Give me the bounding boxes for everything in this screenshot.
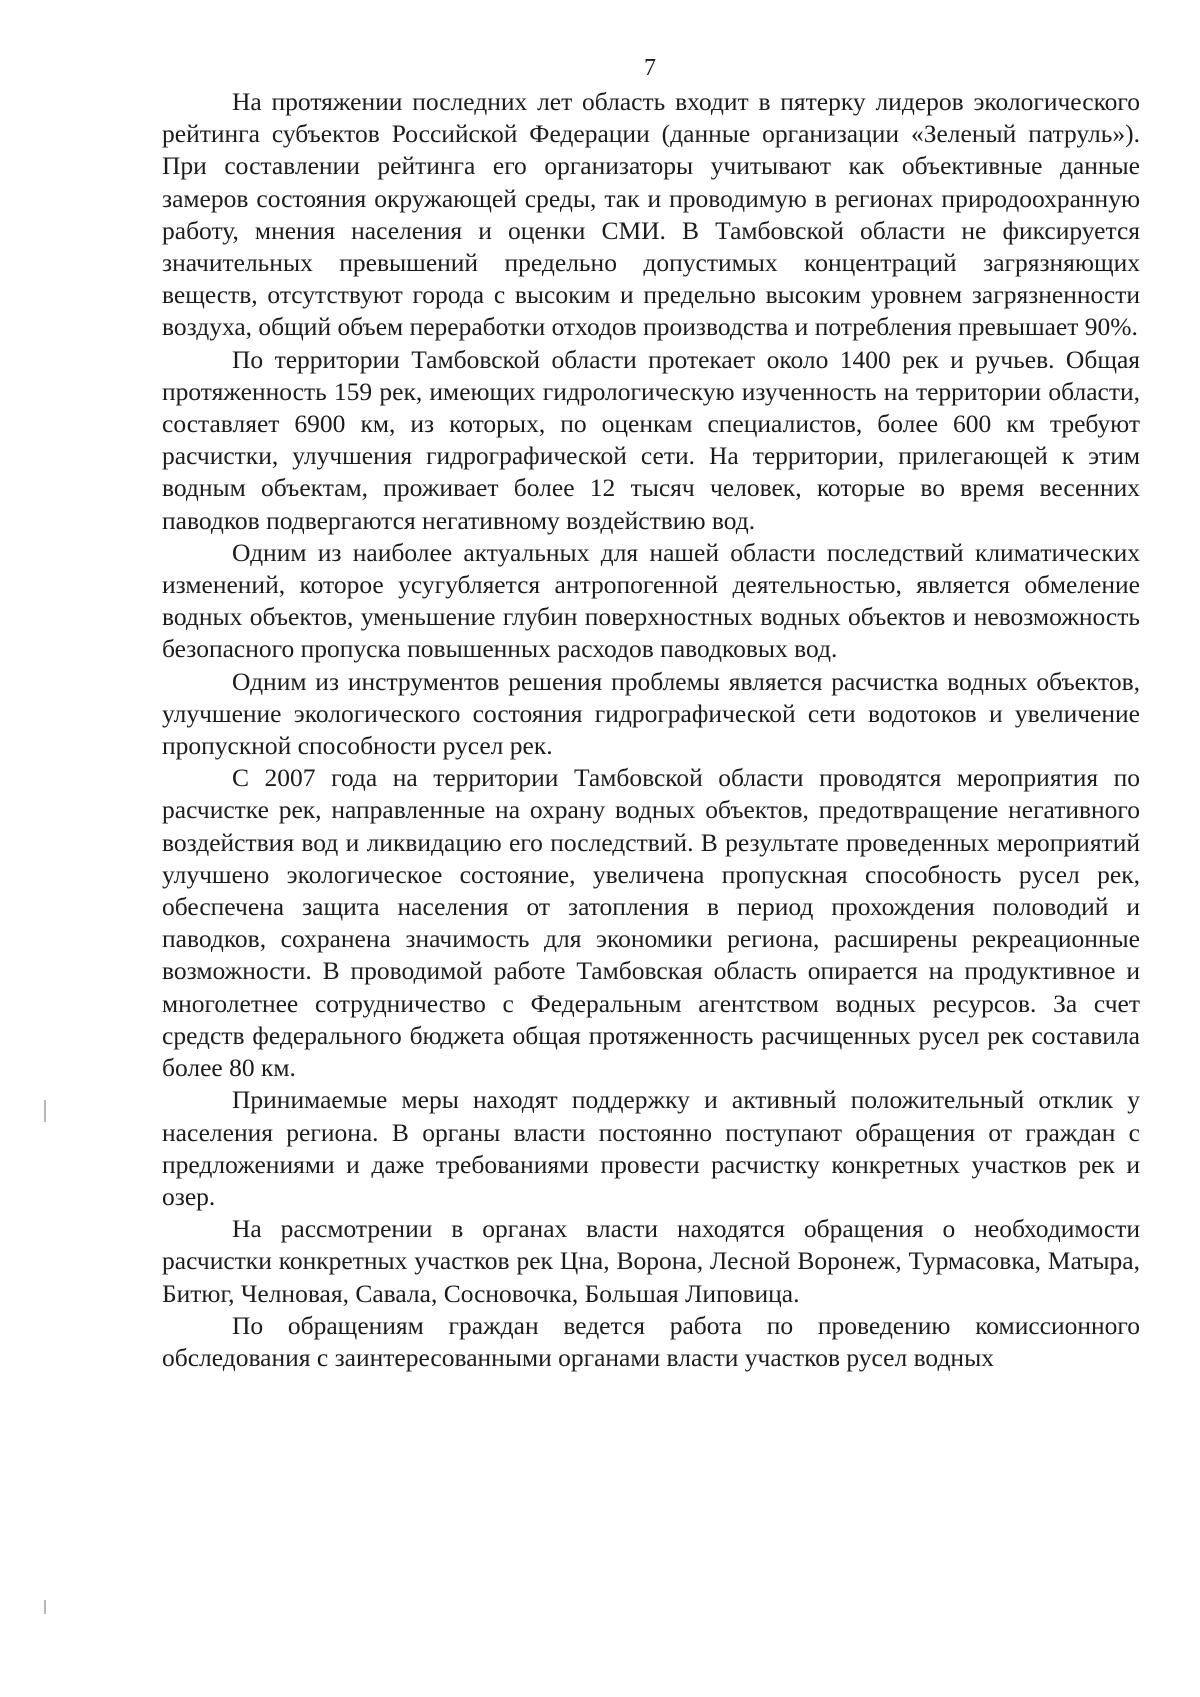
- paragraph-solution-tools: Одним из инструментов решения проблемы является расчистка водных объектов, улучшение экологического состояния гидрографической сети водотоков и увеличение пропускной способности русел рек.: [162, 666, 1140, 761]
- paragraph-commission-inspection: По обращениям граждан ведется работа по проведению комиссионного обследования с заинтересованными органами власти участков русел водных: [162, 1310, 1140, 1372]
- paragraph-river-cleanup-since-2007: С 2007 года на территории Тамбовской области проводятся мероприятия по расчистке рек, направленные на охрану водных объектов, предотвращение негативного воздействия вод и ликвидацию его последствий. В результате проведенных мероприятий улучшено экологическое состояние, увеличена пропускная способность русел рек, обеспечена защита населения от затопления в период прохождения половодий и паводков, сохранена значимость для экономики региона, расширены рекреационные возможности. В проводимой работе Тамбовская область опирается на продуктивное и многолетнее сотрудничество с Федеральным агентством водных ресурсов. За счет средств федерального бюджета общая протяженность расчищенных русел рек составила более 80 км.: [162, 763, 1140, 1083]
- paragraph-rivers-overview: По территории Тамбовской области протекает около 1400 рек и ручьев. Общая протяженность 159 рек, имеющих гидрологическую изученность на территории области, составляет 6900 км, из которых, по оценкам специалистов, более 600 км требуют расчистки, улучшения гидрографической сети. На территории, прилегающей к этим водным объектам, проживает более 12 тысяч человек, которые во время весенних паводков подвергаются негативному воздействию вод.: [162, 344, 1140, 535]
- scan-edge-mark: [44, 1600, 46, 1614]
- paragraph-climate-effects: Одним из наиболее актуальных для нашей области последствий климатических изменений, которое усугубляется антропогенной деятельностью, является обмеление водных объектов, уменьшение глубин поверхностных водных объектов и невозможность безопасного пропуска повышенных расходов паводковых вод.: [162, 537, 1140, 664]
- paragraph-pending-requests: На рассмотрении в органах власти находятся обращения о необходимости расчистки конкретных участков рек Цна, Ворона, Лесной Воронеж, Турмасовка, Матыра, Битюг, Челновая, Савала, Сосновочка, Большая Липовица.: [162, 1214, 1140, 1308]
- document-body: [162, 86, 1140, 1374]
- page-number: 7: [644, 55, 656, 81]
- paragraph-ecological-rating: На протяжении последних лет область входит в пятерку лидеров экологического рейтинга субъектов Российской Федерации (данные организации «Зеленый патруль»). При составлении рейтинга его организаторы учитывают как объективные данные замеров состояния окружающей среды, так и проводимую в регионах природоохранную работу, мнения населения и оценки СМИ. В Тамбовской области не фиксируется значительных превышений предельно допустимых концентраций загрязняющих веществ, отсутствуют города с высоким и предельно высоким уровнем загрязненности воздуха, общий объем переработки отходов производства и потребления превышает 90%.: [162, 87, 1140, 342]
- paragraph-public-support: Принимаемые меры находят поддержку и активный положительный отклик у населения региона. В органы власти постоянно поступают обращения от граждан с предложениями и даже требованиями провести расчистку конкретных участков рек и озер.: [162, 1085, 1140, 1211]
- scan-edge-mark: [44, 1100, 46, 1122]
